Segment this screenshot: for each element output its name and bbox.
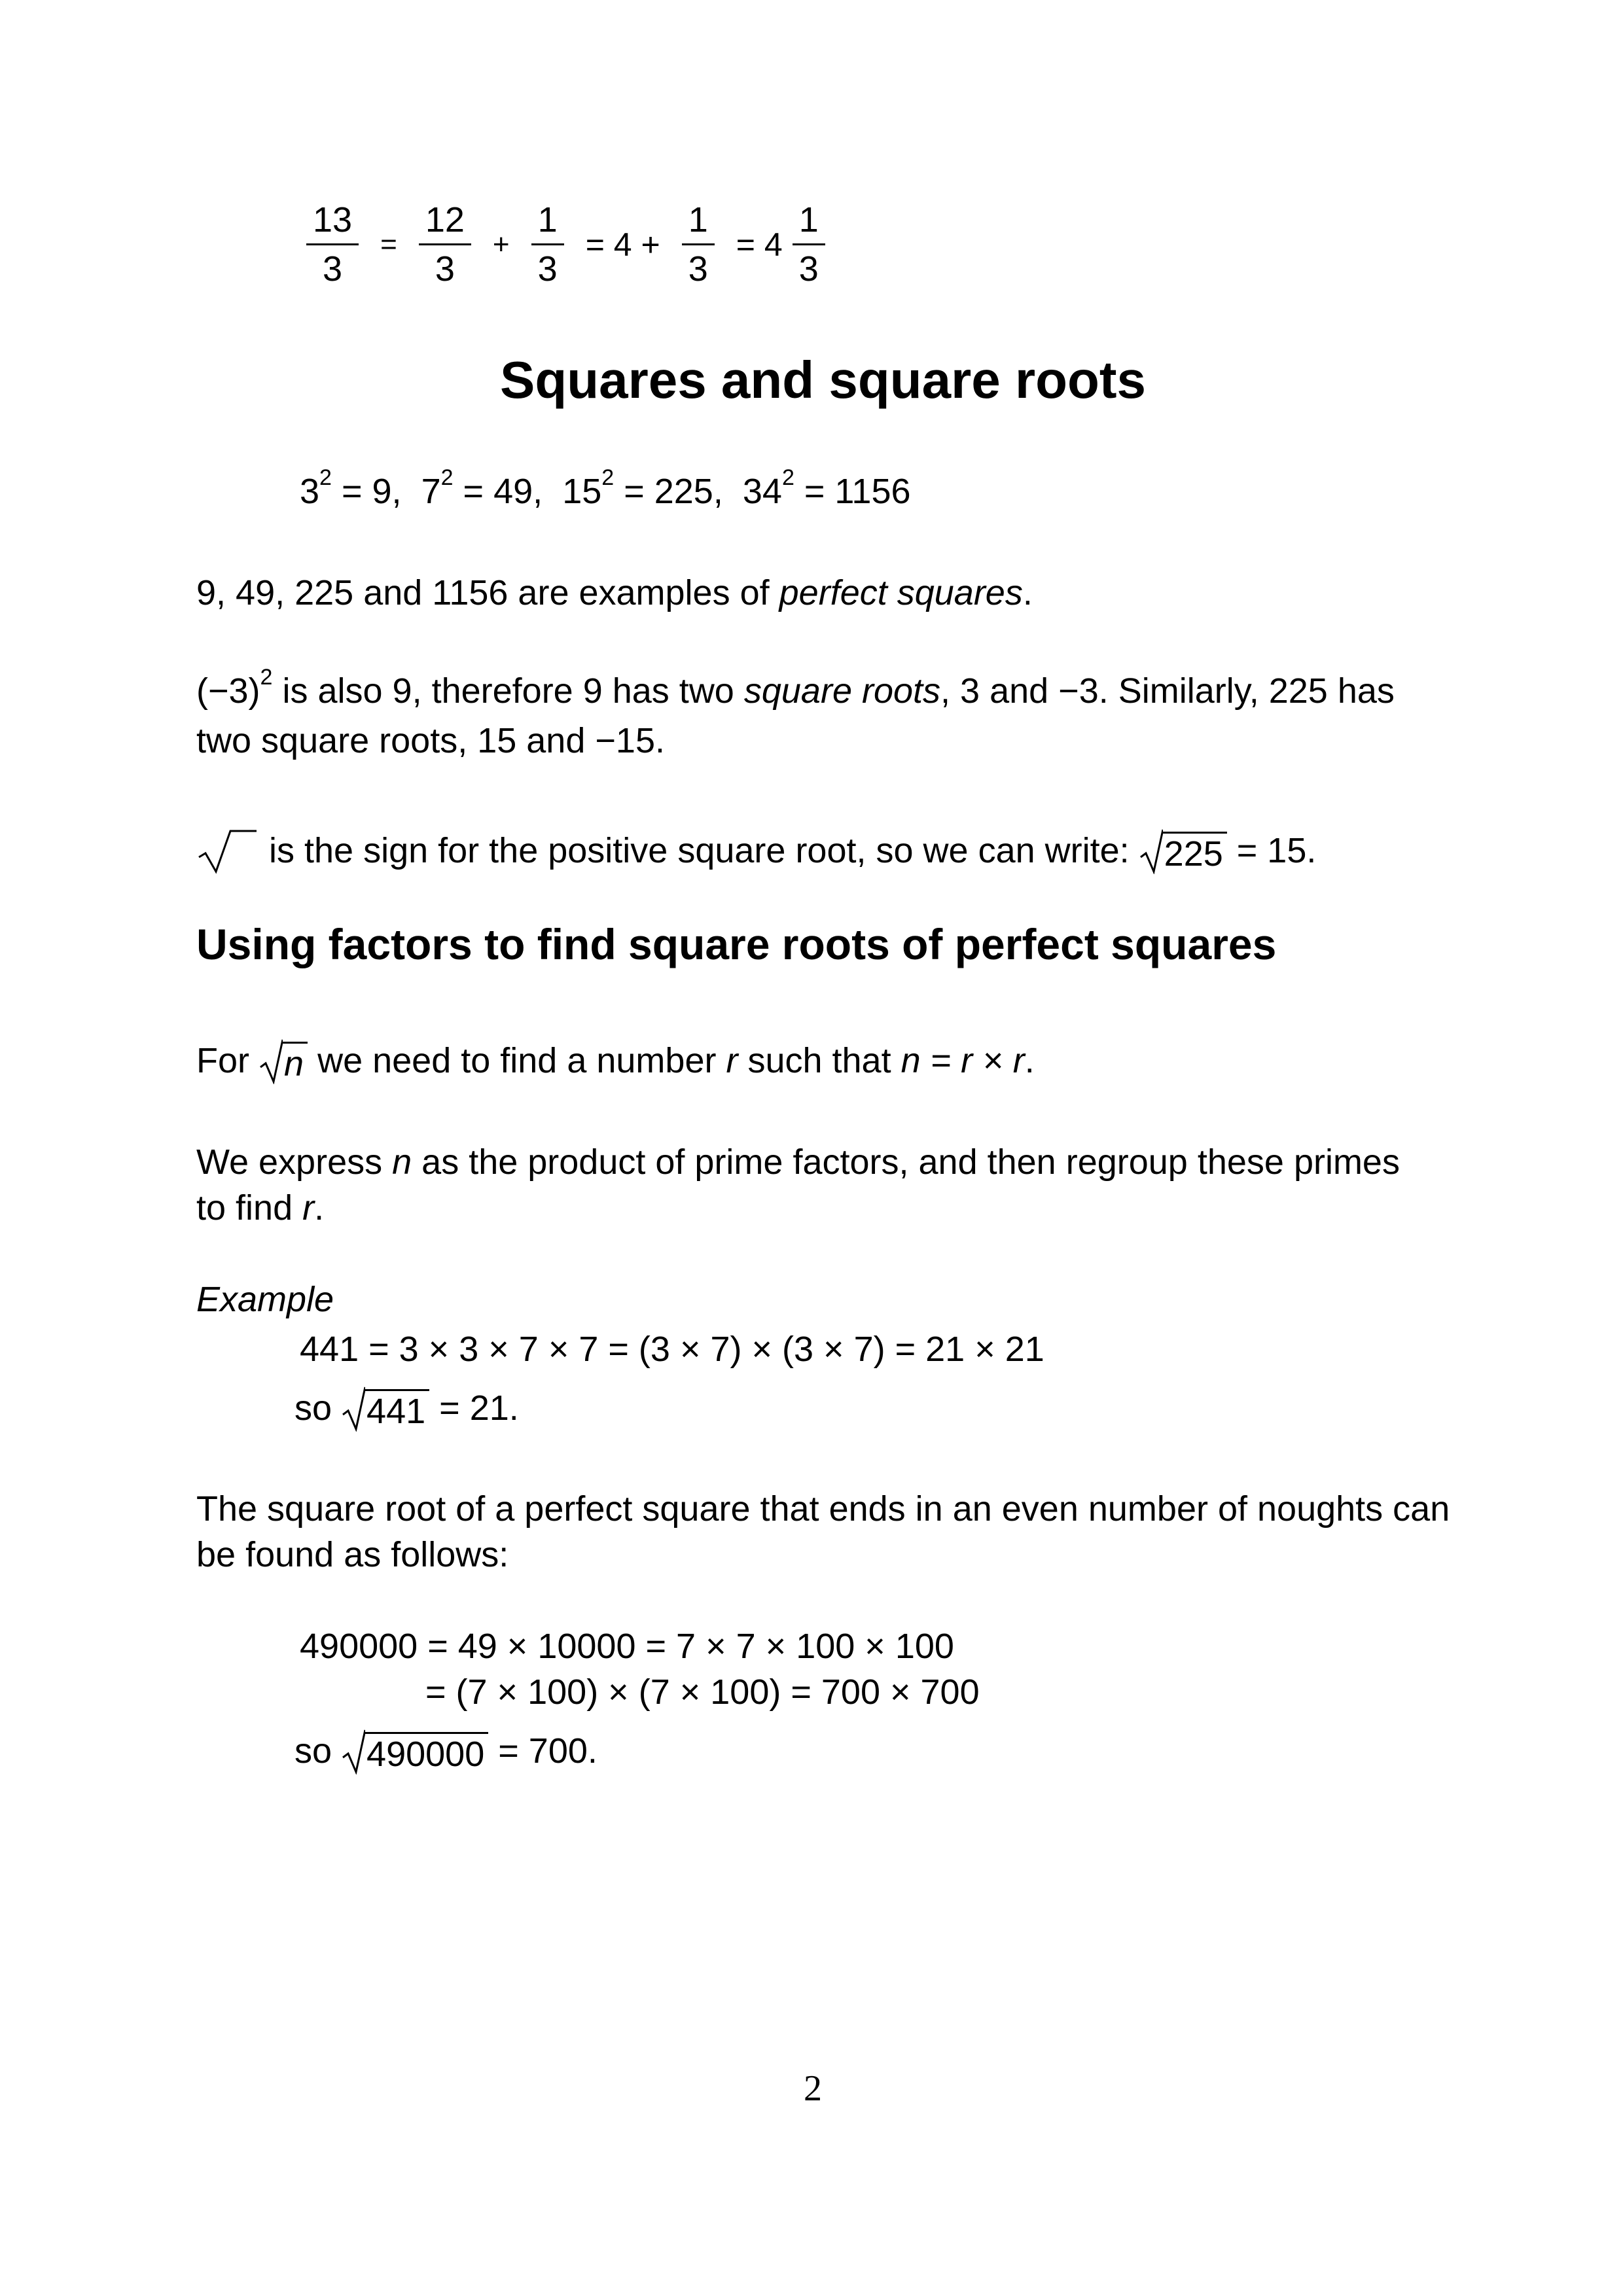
fraction: $\frac{13}{3}$ [306,196,359,292]
express-line-2: to find r. [196,1188,325,1227]
fraction-equation: $\frac{13}{3}$ = $\frac{12}{3}$ + $\frac{1}{3}$ = 4 + $\frac{1}{3}$ = 4 $\frac{1}{3}$ [301,196,830,292]
calc-line-2: = (7 × 100) × (7 × 100) = 700 × 700 [425,1672,980,1712]
square-roots-line-2: two square roots, 15 and −15. [196,721,665,760]
calc-line-1: 490000 = 49 × 10000 = 7 × 7 × 100 × 100 [300,1627,954,1666]
fraction: $\frac{12}{3}$ [419,196,471,292]
square-root-sign-icon [196,828,259,874]
example-result: so 441 = 21. [294,1385,519,1432]
example-factorisation: 441 = 3 × 3 × 7 × 7 = (3 × 7) × (3 × 7) = 21 × 21 [300,1330,1044,1369]
calc-result: so 490000 = 700. [294,1727,597,1775]
squares-examples: $3^2 = 9$, $7^2 = 49$, $15^2 = 225$, $34^2 = 1156$ [300,465,911,511]
fraction: $\frac{1}{3}$ [531,196,564,292]
page-number: 2 [804,2068,822,2109]
express-line-1: We express n as the product of prime factors, and then regroup these primes [196,1142,1400,1182]
section-title-squares: Squares and square roots [500,351,1146,409]
square-root-n: n [259,1038,308,1084]
for-sqrt-n-sentence: For n we need to find a number r such that n = r × r. [196,1037,1035,1084]
square-root-225: 225 [1139,828,1227,874]
fraction: $\frac{1}{3}$ [793,196,825,292]
example-label: Example [196,1280,334,1319]
fraction: $\frac{1}{3}$ [682,196,715,292]
noughts-line-2: be found as follows: [196,1535,509,1574]
square-root-441: 441 [342,1386,429,1432]
perfect-squares-sentence: 9, 49, 225 and 1156 are examples of perfect squares. [196,573,1033,612]
square-roots-line-1: $(-3)^2$ is also 9, therefore 9 has two square roots, 3 and −3. Similarly, 225 has [196,665,1395,711]
sqrt-sign-sentence: is the sign for the positive square root, so we can write: 225 = 15. [196,827,1316,874]
square-root-490000: 490000 [342,1729,488,1775]
section-title-factors: Using factors to find square roots of perfect squares [196,920,1277,968]
noughts-line-1: The square root of a perfect square that ends in an even number of noughts can [196,1489,1450,1528]
